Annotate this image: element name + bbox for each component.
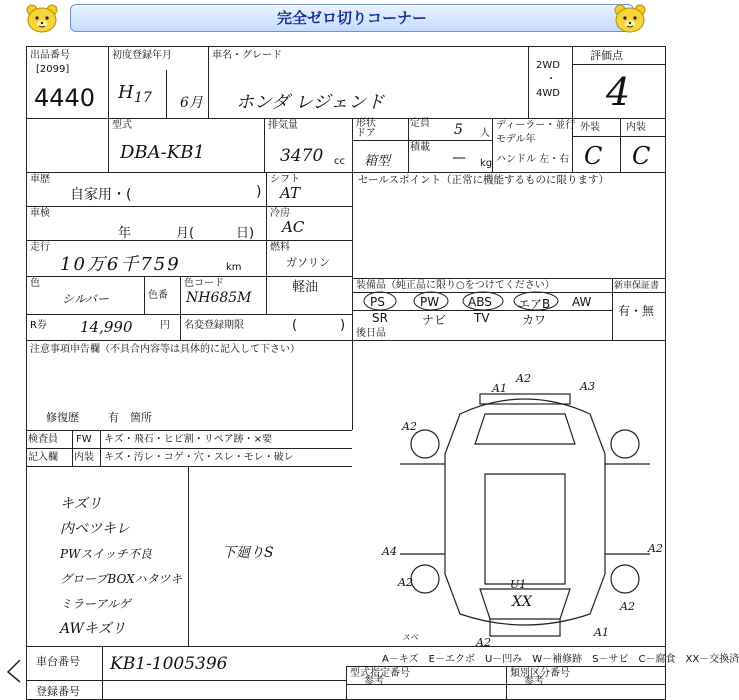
shape-label: 形状 bbox=[356, 118, 376, 129]
checker-fw-items: キズ・飛石・ヒビ割・リペア跡・×要 bbox=[104, 434, 272, 445]
ticket-value: 14,990 bbox=[80, 318, 133, 336]
drive-dot: ・ bbox=[546, 74, 556, 85]
displacement: 3470 bbox=[280, 146, 324, 166]
sub-label-1: 参考 bbox=[364, 676, 384, 687]
mileage-value: 10万6千759 bbox=[60, 254, 181, 275]
equip-pw: PW bbox=[420, 295, 440, 309]
color-code: NH685M bbox=[186, 290, 252, 306]
entry-interior-items: キズ・汚レ・コゲ・穴・スレ・モレ・破レ bbox=[104, 452, 294, 463]
reg-label: 登録番号 bbox=[36, 685, 80, 698]
displacement-label: 排気量 bbox=[268, 120, 298, 131]
door-label: ドア bbox=[356, 128, 376, 139]
capacity-value: 5 bbox=[454, 122, 463, 138]
lot-number: 4440 bbox=[34, 84, 96, 112]
fuel-label: 燃料 bbox=[270, 242, 290, 253]
note-line: キズリ bbox=[60, 496, 102, 512]
exterior-score: C bbox=[584, 142, 603, 170]
first-reg-label: 初度登録年月 bbox=[112, 50, 172, 61]
equip-navi: ナビ bbox=[422, 313, 447, 327]
bear-icon bbox=[24, 2, 60, 36]
color-value: シルバー bbox=[62, 292, 109, 306]
damage-mark: A2 bbox=[476, 636, 491, 649]
handle-label: ハンドル 左・右 bbox=[496, 154, 570, 165]
color-no-label: 色番 bbox=[148, 290, 168, 301]
name-change-label: 名変登録期限 bbox=[184, 320, 244, 331]
load-label: 積載 bbox=[410, 142, 430, 153]
equip-ps: PS bbox=[370, 295, 385, 309]
cc-unit: cc bbox=[334, 156, 345, 167]
bear-icon bbox=[612, 2, 648, 36]
drive-4wd: 4WD bbox=[536, 88, 560, 99]
recycle-label: 新車保証書 bbox=[614, 281, 660, 291]
first-reg-era: H bbox=[118, 82, 134, 103]
handwritten-right: 下廻りS bbox=[222, 545, 274, 561]
model-code: DBA-KB1 bbox=[120, 142, 205, 163]
ac-label: 冷房 bbox=[270, 208, 290, 219]
legend: A－キズ E－エクボ U－凹み W－補修跡 S－サビ C－腐食 XX－交換済 bbox=[382, 654, 739, 665]
banner-title: 完全ゼロ切りコーナー bbox=[276, 9, 427, 27]
damage-mark: スベ bbox=[402, 633, 418, 642]
damage-mark: A2 bbox=[516, 372, 531, 385]
shape-value: 箱型 bbox=[364, 154, 391, 169]
note-line: ミラーアルゲ bbox=[60, 597, 131, 611]
fuel-diesel: 軽油 bbox=[292, 280, 319, 295]
repair-place: 箇所 bbox=[130, 411, 152, 424]
load-value: — bbox=[452, 150, 466, 166]
damage-mark: A4 bbox=[382, 545, 397, 558]
mileage-label: 走行 bbox=[30, 242, 50, 253]
inspection-month: 月( bbox=[176, 226, 195, 241]
history-value: 自家用・( bbox=[70, 187, 132, 203]
exterior-label: 外装 bbox=[580, 122, 600, 133]
eval-score: 4 bbox=[606, 70, 631, 114]
eval-label: 評価点 bbox=[590, 49, 623, 62]
ac-value: AC bbox=[282, 218, 305, 236]
color-code-label: 色コード bbox=[184, 278, 224, 289]
chassis-label: 車台番号 bbox=[36, 655, 80, 668]
dealer-label: ディーラー・並行 bbox=[496, 120, 576, 131]
model-label: 型式 bbox=[112, 120, 132, 131]
damage-mark: A1 bbox=[492, 382, 507, 395]
hand-mark bbox=[4, 656, 24, 686]
lot-bracket: [2099] bbox=[36, 64, 70, 75]
color-label: 色 bbox=[30, 278, 40, 289]
note-line: PWスイッチ不良 bbox=[60, 547, 152, 561]
history-close: ) bbox=[256, 184, 262, 200]
first-reg-year: 17 bbox=[134, 90, 152, 106]
fuel-gas: ガソリン bbox=[286, 256, 330, 269]
damage-mark: A2 bbox=[402, 420, 417, 433]
equip-aw: AW bbox=[572, 295, 592, 309]
km-unit: km bbox=[226, 262, 242, 273]
banner-bar bbox=[70, 4, 634, 32]
first-reg-month: 6月 bbox=[180, 95, 203, 111]
drive-2wd: 2WD bbox=[536, 60, 560, 71]
car-diagram bbox=[380, 374, 670, 644]
entry-interior: 内装 bbox=[74, 452, 94, 463]
car-name-label: 車名・グレード bbox=[212, 50, 282, 61]
inspection-label: 車検 bbox=[30, 208, 50, 219]
name-change-close: ) bbox=[340, 318, 346, 333]
kg-unit: kg bbox=[480, 158, 493, 169]
name-change-open: ( bbox=[292, 318, 298, 333]
handwritten-notes bbox=[60, 492, 182, 642]
equipment-circles bbox=[356, 290, 612, 312]
equip-leather: カワ bbox=[522, 313, 547, 327]
damage-mark: A2 bbox=[398, 576, 413, 589]
chassis-value: KB1-1005396 bbox=[110, 654, 228, 674]
note-line: AWキズリ bbox=[60, 621, 126, 637]
sub-label-2: 参考 bbox=[524, 676, 544, 687]
notes-label: 注意事項申告欄（不具合内容等は具体的に記入して下さい） bbox=[30, 344, 300, 355]
yen-unit: 円 bbox=[160, 320, 170, 331]
special-label: 型式指定番号 bbox=[350, 668, 410, 679]
damage-mark: A3 bbox=[580, 380, 595, 393]
equipment-label: 装備品（純正品に限り○をつけてください） bbox=[356, 280, 555, 291]
equip-sr: SR bbox=[372, 311, 388, 325]
interior-label: 内装 bbox=[626, 122, 646, 133]
equip-abs: ABS bbox=[468, 295, 492, 309]
capacity-label: 定員 bbox=[410, 118, 430, 129]
recycle-value: 有・無 bbox=[618, 304, 655, 318]
checker-fw: FW bbox=[76, 434, 92, 445]
shift-value: AT bbox=[280, 184, 301, 202]
note-line: グローブBOXハタツキ bbox=[60, 572, 183, 586]
car-name: ホンダ レジェンド bbox=[236, 92, 385, 113]
repair-value: 有 bbox=[108, 411, 119, 424]
inspection-year: 年 bbox=[118, 226, 132, 241]
repair-label: 修復歴 bbox=[46, 411, 79, 424]
equip-airbag: エアB bbox=[518, 297, 551, 311]
checker-label: 検査員 bbox=[28, 434, 58, 445]
rear-seat-label: 後日品 bbox=[356, 328, 386, 339]
history-label: 車歴 bbox=[30, 174, 50, 185]
damage-mark: A1 bbox=[594, 626, 609, 639]
equip-tv: TV bbox=[474, 311, 490, 325]
interior-score: C bbox=[632, 142, 651, 170]
equipment-bottom-row bbox=[356, 311, 612, 328]
header-banner bbox=[0, 0, 700, 40]
person-unit: 人 bbox=[480, 128, 490, 139]
model-year-label: モデル年 bbox=[496, 134, 536, 145]
entry-label: 記入欄 bbox=[28, 452, 58, 463]
ticket-label: R券 bbox=[30, 320, 47, 331]
shift-label: シフト bbox=[270, 174, 300, 185]
note-line: 内ベツキレ bbox=[60, 521, 130, 537]
damage-mark: U1 bbox=[510, 578, 527, 591]
damage-mark: XX bbox=[512, 594, 532, 610]
inspection-day: 日) bbox=[236, 226, 255, 241]
damage-mark: A2 bbox=[620, 600, 635, 613]
selling-label: セールスポイント（正常に機能するものに限ります） bbox=[358, 174, 610, 186]
damage-mark: A2 bbox=[648, 542, 663, 555]
lot-label: 出品番号 bbox=[30, 50, 70, 61]
class-label: 類別区分番号 bbox=[510, 668, 570, 679]
